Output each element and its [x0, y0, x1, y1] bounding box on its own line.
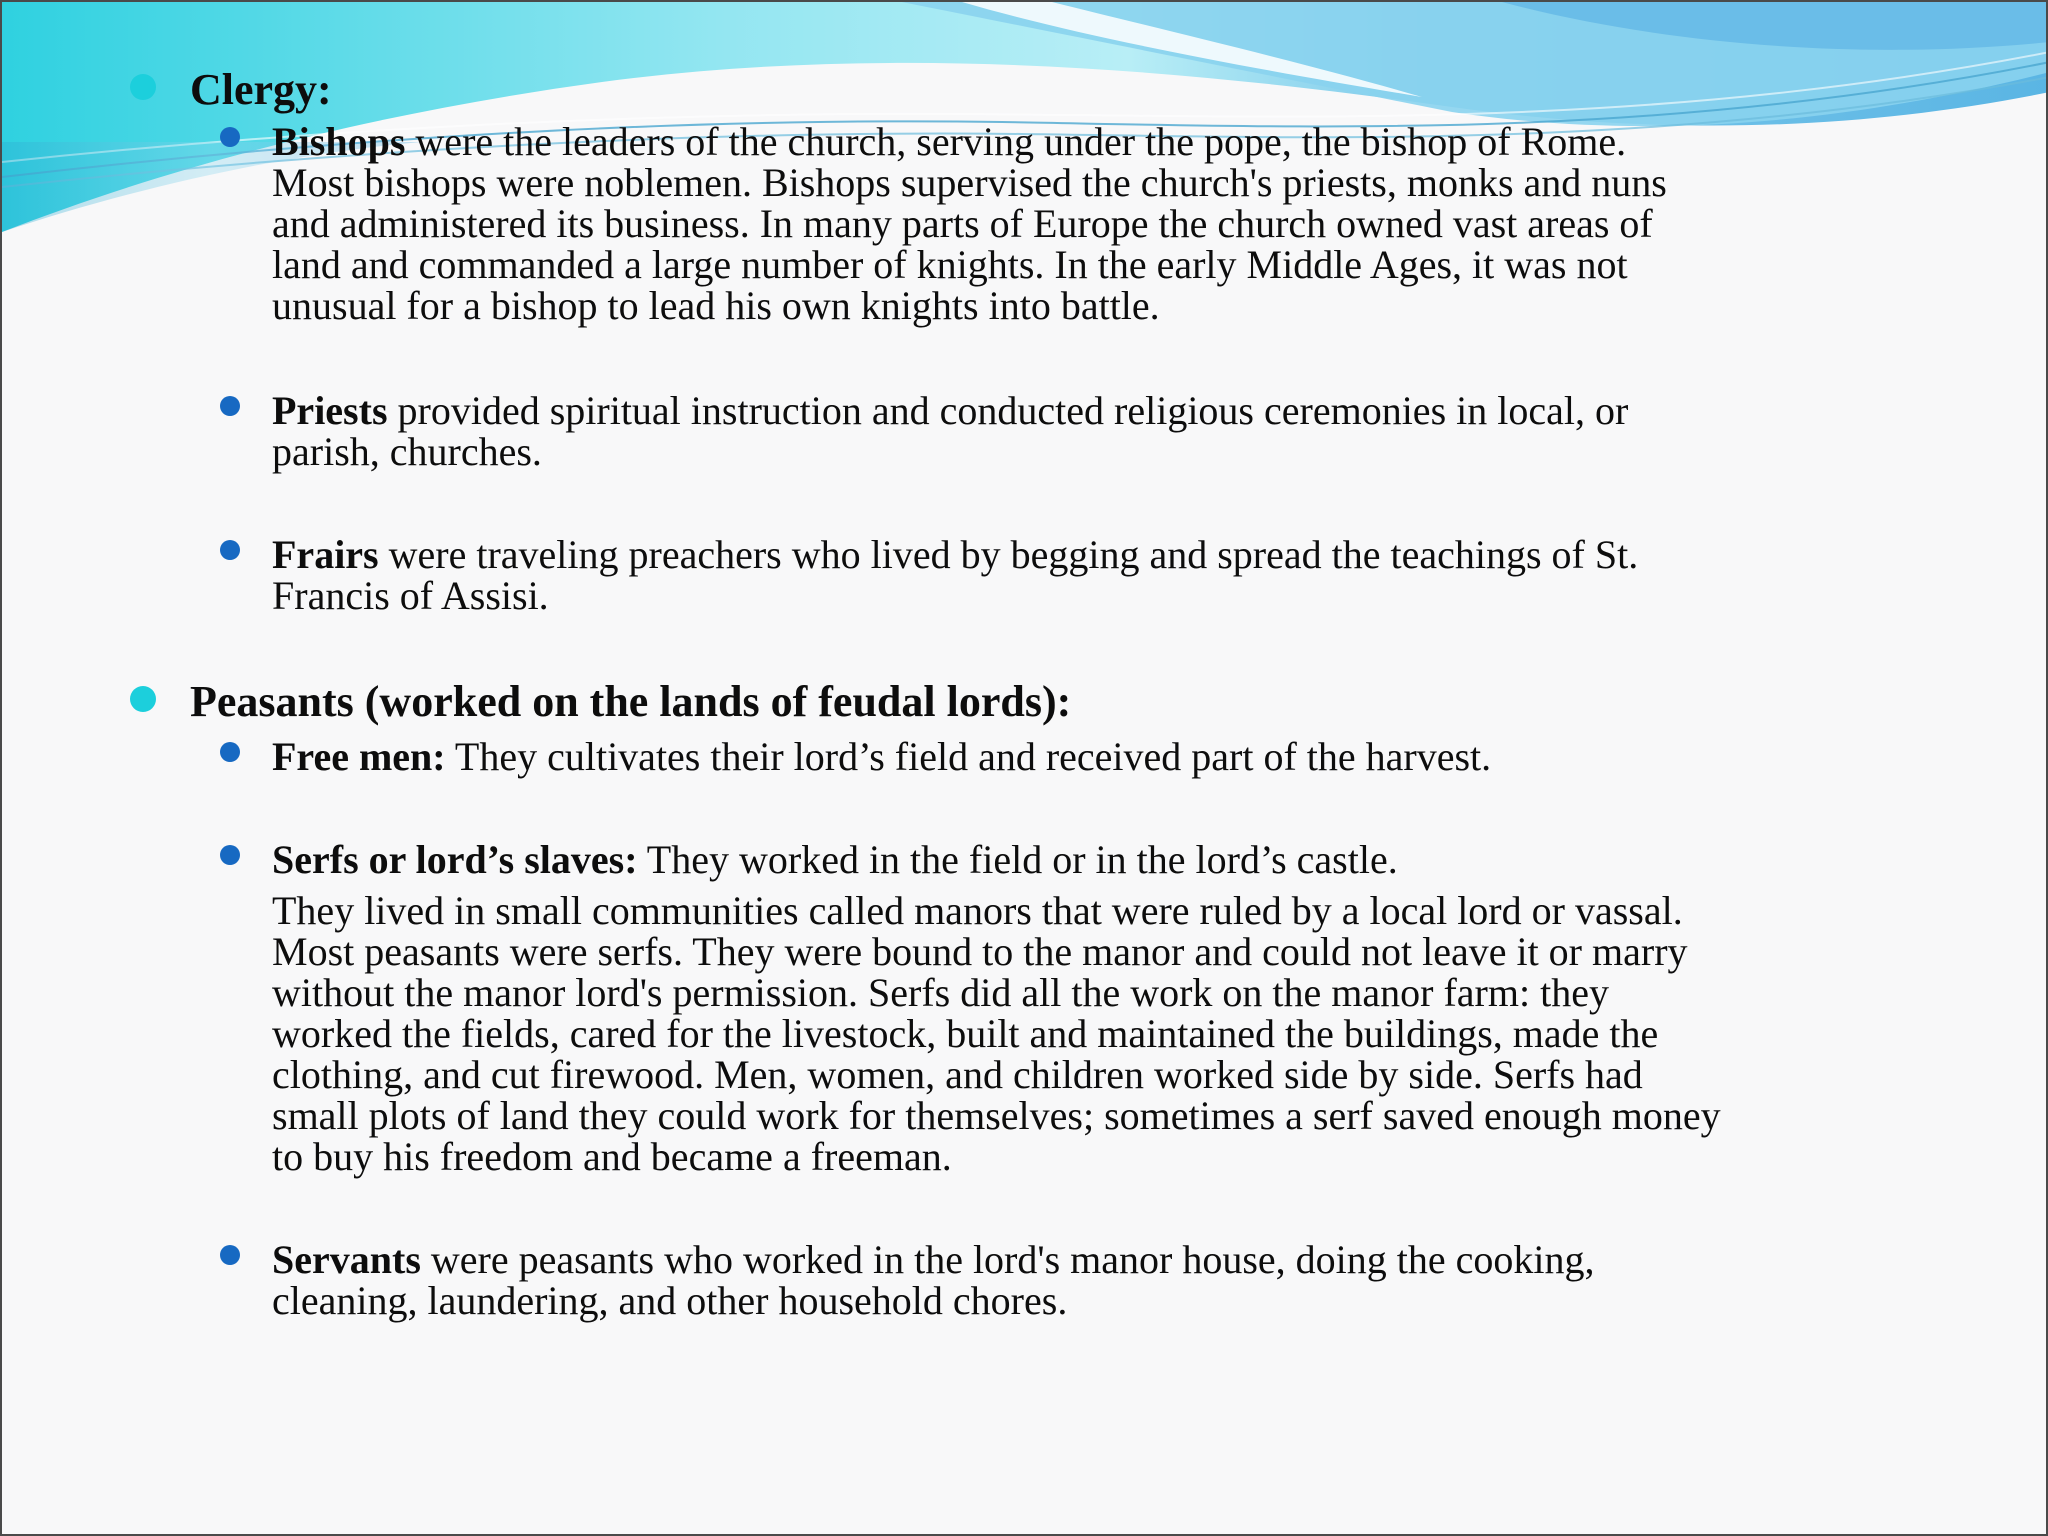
term-priests: Priests: [272, 388, 388, 433]
level1-bullet: [130, 74, 156, 100]
list-item-serfs: [272, 839, 1952, 880]
list-item-free-men: [272, 736, 1952, 777]
term-free-men: Free men:: [272, 734, 446, 779]
list-item-bishops: [272, 121, 1952, 326]
list-item-priests: [272, 390, 1952, 472]
level2-bullet: [220, 845, 240, 865]
item-line: Francis of Assisi.: [272, 573, 549, 618]
item-line: worked the fields, cared for the livestock, built and maintained the buildings, made the: [272, 1011, 1659, 1056]
item-line: Most peasants were serfs. They were bound to the manor and could not leave it or marry: [272, 929, 1688, 974]
serfs-description: [272, 890, 1952, 1177]
item-line: small plots of land they could work for themselves; sometimes a serf saved enough money: [272, 1093, 1721, 1138]
item-line: Most bishops were noblemen. Bishops supervised the church's priests, monks and nuns: [272, 160, 1667, 205]
item-line: They cultivates their lord’s field and received part of the harvest.: [445, 734, 1492, 779]
section-heading-peasants: Peasants (worked on the lands of feudal lords):: [190, 677, 1072, 726]
term-servants: Servants: [272, 1237, 421, 1282]
item-line: land and commanded a large number of knights. In the early Middle Ages, it was not: [272, 242, 1628, 287]
item-line: parish, churches.: [272, 429, 542, 474]
term-frairs: Frairs: [272, 532, 379, 577]
level2-bullet: [220, 127, 240, 147]
item-line: were peasants who worked in the lord's manor house, doing the cooking,: [420, 1237, 1595, 1282]
item-line: unusual for a bishop to lead his own knights into battle.: [272, 283, 1160, 328]
list-item-frairs: [272, 534, 1952, 616]
level1-bullet: [130, 686, 156, 712]
level2-bullet: [220, 396, 240, 416]
term-bishops: Bishops: [272, 119, 406, 164]
item-line: and administered its business. In many parts of Europe the church owned vast areas of: [272, 201, 1653, 246]
item-line: to buy his freedom and became a freeman.: [272, 1134, 952, 1179]
term-serfs: Serfs or lord’s slaves:: [272, 837, 638, 882]
item-line: They lived in small communities called manors that were ruled by a local lord or vassal.: [272, 888, 1683, 933]
slide-content: [2, 2, 2048, 1536]
item-line: were traveling preachers who lived by begging and spread the teachings of St.: [378, 532, 1639, 577]
item-line: They worked in the field or in the lord’s castle.: [637, 837, 1398, 882]
level2-bullet: [220, 742, 240, 762]
level2-bullet: [220, 1245, 240, 1265]
item-line: without the manor lord's permission. Serfs did all the work on the manor farm: they: [272, 970, 1609, 1015]
item-line: clothing, and cut firewood. Men, women, and children worked side by side. Serfs had: [272, 1052, 1643, 1097]
list-item-servants: [272, 1239, 1952, 1321]
item-line: provided spiritual instruction and conducted religious ceremonies in local, or: [387, 388, 1629, 433]
item-line: were the leaders of the church, serving under the pope, the bishop of Rome.: [405, 119, 1627, 164]
section-heading-clergy: Clergy:: [190, 65, 332, 114]
item-line: cleaning, laundering, and other household chores.: [272, 1278, 1068, 1323]
level2-bullet: [220, 540, 240, 560]
